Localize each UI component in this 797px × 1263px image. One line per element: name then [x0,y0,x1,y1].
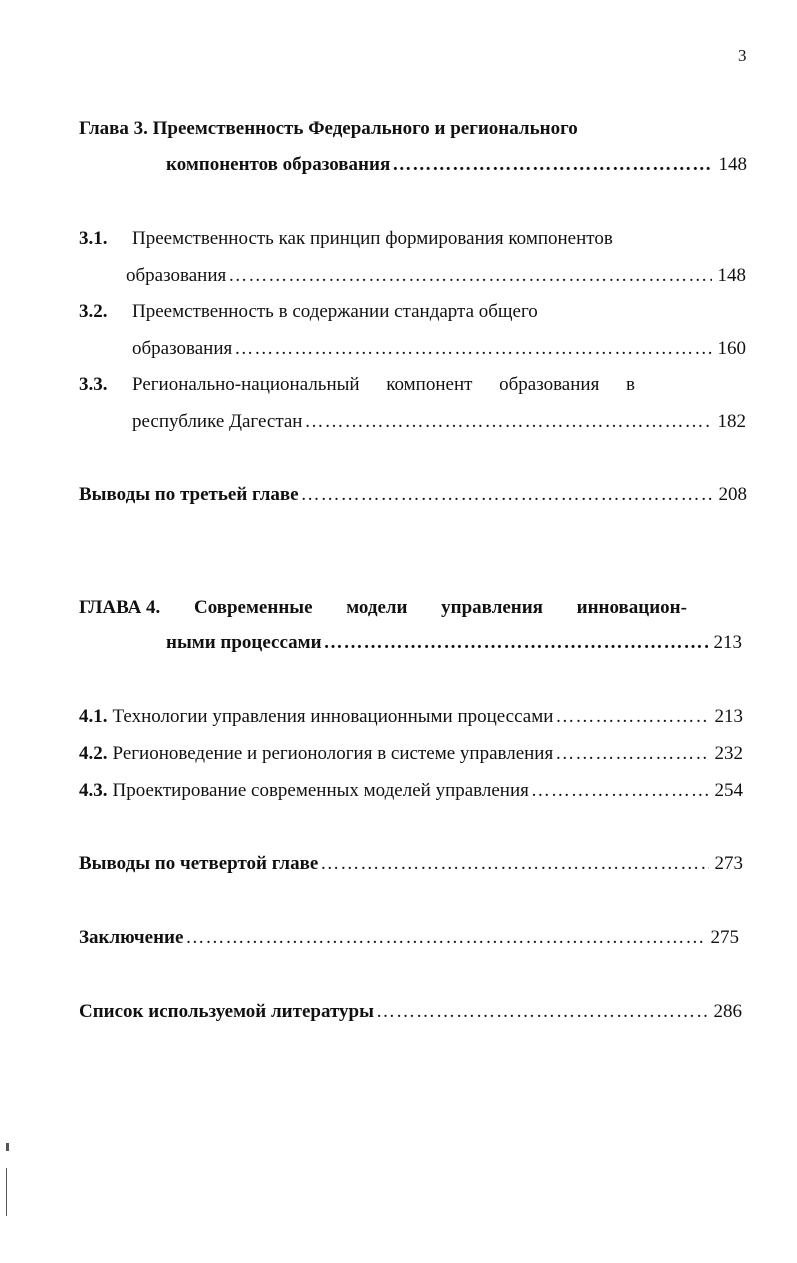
dot-leader [234,337,711,361]
page-ref: 275 [710,927,739,948]
page-ref: 182 [717,411,746,432]
section-number: 4.3. [79,780,108,801]
chapter4-title-line1 [79,596,687,620]
dot-leader [228,264,711,288]
section-title-line1: Преемственность в содержании стандарта общего [132,301,538,322]
page-ref: 286 [713,1001,742,1022]
toc-entry-chapter4-conclusions[interactable] [79,852,743,876]
page-ref: 273 [714,853,743,874]
section-title-line2: образования [132,338,233,359]
section-title-line1: Преемственность как принцип формирования компонентов [132,228,613,249]
chapter4-title-line2: ными процессами [166,632,322,653]
chapter4-title-entry[interactable] [166,631,742,655]
dot-leader [531,779,709,803]
entry-label: Выводы по третьей главе [79,484,299,505]
toc-entry-references[interactable] [79,1000,742,1024]
section-number: 4.1. [79,706,108,727]
section-title: Проектирование современных моделей управления [112,780,529,801]
page-ref: 254 [714,780,743,801]
toc-entry-4-2[interactable] [79,742,743,766]
word: инновацион- [576,597,687,618]
dot-leader [555,705,708,729]
section-title-line1 [132,373,635,397]
section-number: 3.1. [79,228,108,249]
page-number: 3 [738,46,747,65]
chapter3-title-line1: Глава 3. Преемственность Федерального и регионального [79,118,578,139]
section-title-line2: образования [126,265,227,286]
section-number: 4.2. [79,743,108,764]
dot-leader [555,742,708,766]
dot-leader [185,926,704,950]
toc-entry-3-2[interactable] [132,337,746,361]
page-ref: 148 [717,265,746,286]
page-ref: 208 [718,484,747,505]
entry-label: Заключение [79,927,184,948]
section-title: Технологии управления инновационными процессами [112,706,554,727]
word: Современные [193,597,313,618]
entry-label: Список используемой литературы [79,1001,374,1022]
page-ref: 213 [714,706,743,727]
entry-label: Выводы по четвертой главе [79,853,319,874]
section-title: Регионоведение и регионология в системе управления [112,743,554,764]
page-ref: 160 [717,338,746,359]
page-ref: 232 [714,743,743,764]
toc-entry-chapter3-conclusions[interactable] [79,483,747,507]
word: в [626,374,635,395]
scan-line [6,1168,7,1216]
section-number: 3.2. [79,301,108,322]
dot-leader [304,410,711,434]
word: Регионально-национальный [132,374,360,395]
section-number: 3.3. [79,374,108,395]
word: модели [346,597,408,618]
dot-leader [392,153,712,177]
word: ГЛАВА 4. [79,597,161,618]
dot-leader [301,483,713,507]
page-ref: 213 [713,632,742,653]
dot-leader [324,631,708,655]
word: компонент [386,374,473,395]
word: управления [441,597,543,618]
page-ref: 148 [718,154,747,175]
chapter3-title-line2: компонентов образования [166,154,391,175]
chapter3-title-entry[interactable] [166,153,747,177]
toc-entry-3-1[interactable] [126,264,746,288]
toc-entry-4-1[interactable] [79,705,743,729]
dot-leader [320,852,708,876]
toc-entry-conclusion[interactable] [79,926,739,950]
section-title-line2: республике Дагестан [132,411,303,432]
toc-entry-4-3[interactable] [79,779,743,803]
scan-mark [6,1143,9,1151]
word: образования [499,374,600,395]
toc-entry-3-3[interactable] [132,410,746,434]
dot-leader [376,1000,708,1024]
